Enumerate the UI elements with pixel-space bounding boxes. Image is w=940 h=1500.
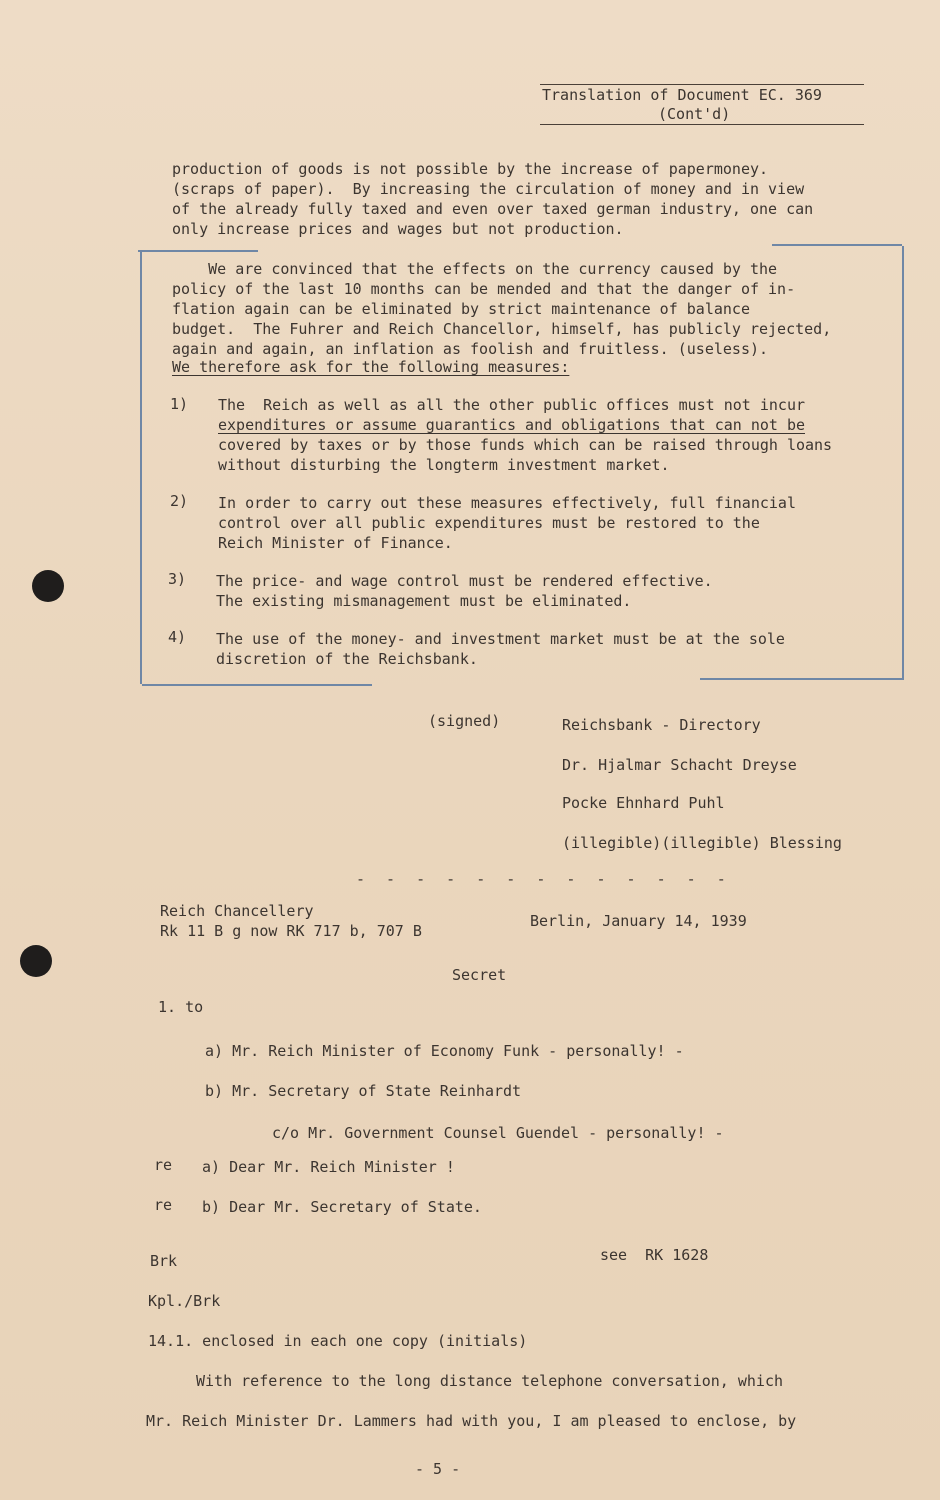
measure-number: 3) <box>168 570 187 588</box>
enclosure-note: 14.1. enclosed in each one copy (initials) <box>148 1332 528 1350</box>
intro-line: of the already fully taxed and even over taxed german industry, one can <box>172 200 814 218</box>
document-title: Translation of Document EC. 369 <box>542 86 822 104</box>
measure-line: expenditures or assume guarantics and obligations that can not be <box>218 416 805 434</box>
signatory-line: (illegible)(illegible) Blessing <box>562 834 842 852</box>
classification: Secret <box>452 966 507 984</box>
blue-pencil-box-top-left <box>138 250 258 252</box>
intro-line: (scraps of paper). By increasing the circulation of money and in view <box>172 180 805 198</box>
brk-initials: Brk <box>150 1252 178 1270</box>
intro-line: only increase prices and wages but not production. <box>172 220 624 238</box>
blue-pencil-box-right <box>902 246 904 678</box>
measure-line: Reich Minister of Finance. <box>218 534 453 552</box>
salutation-a: a) Dear Mr. Reich Minister ! <box>202 1158 455 1176</box>
measure-number: 4) <box>168 628 187 646</box>
section-divider: - - - - - - - - - - - - - <box>356 870 732 888</box>
measure-line: discretion of the Reichsbank. <box>216 650 478 668</box>
see-reference: see RK 1628 <box>600 1246 709 1264</box>
salutation-b: b) Dear Mr. Secretary of State. <box>202 1198 482 1216</box>
boxed-para-line: flation again can be eliminated by strict maintenance of balance <box>172 300 750 318</box>
body-line: With reference to the long distance telephone conversation, which <box>196 1372 783 1390</box>
measure-line: covered by taxes or by those funds which can be raised through loans <box>218 436 833 454</box>
measure-line: The existing mismanagement must be eliminated. <box>216 592 632 610</box>
office-name: Reich Chancellery <box>160 902 314 920</box>
header-rule-bottom <box>540 124 864 125</box>
to-label: 1. to <box>158 998 204 1016</box>
reference-number: Rk 11 B g now RK 717 b, 707 B <box>160 922 422 940</box>
measure-line: In order to carry out these measures effectively, full financial <box>218 494 796 512</box>
measure-line: without disturbing the longterm investment market. <box>218 456 670 474</box>
boxed-para-line: We are convinced that the effects on the currency caused by the <box>172 260 778 278</box>
measure-line: The Reich as well as all the other public offices must not incur <box>218 396 805 414</box>
signatory-line: Dr. Hjalmar Schacht Dreyse <box>562 756 797 774</box>
boxed-para-line: again and again, an inflation as foolish and fruitless. (useless). <box>172 340 769 358</box>
blue-pencil-box-top-right <box>772 244 902 246</box>
blue-pencil-box-bottom-left <box>142 684 372 686</box>
intro-line: production of goods is not possible by the increase of papermoney. <box>172 160 769 178</box>
body-line: Mr. Reich Minister Dr. Lammers had with you, I am pleased to enclose, by <box>146 1412 797 1430</box>
boxed-para-line: policy of the last 10 months can be mended and that the danger of in- <box>172 280 796 298</box>
punch-hole-upper <box>32 570 64 602</box>
recipient-b: b) Mr. Secretary of State Reinhardt <box>205 1082 522 1100</box>
measure-line: The use of the money- and investment market must be at the sole <box>216 630 785 648</box>
header-rule-top <box>540 84 864 85</box>
signatory-line: Reichsbank - Directory <box>562 716 761 734</box>
punch-hole-lower <box>20 945 52 977</box>
re-label: re <box>154 1196 173 1214</box>
kpl-initials: Kpl./Brk <box>148 1292 221 1310</box>
recipient-a: a) Mr. Reich Minister of Economy Funk - personally! - <box>205 1042 684 1060</box>
blue-pencil-box-bottom-right <box>700 678 904 680</box>
boxed-para-line: budget. The Fuhrer and Reich Chancellor, himself, has publicly rejected, <box>172 320 832 338</box>
signed-label: (signed) <box>428 712 501 730</box>
blue-pencil-box-left <box>140 252 142 684</box>
signatory-line: Pocke Ehnhard Puhl <box>562 794 725 812</box>
document-continued: (Cont'd) <box>658 105 731 123</box>
measure-number: 2) <box>170 492 189 510</box>
place-date: Berlin, January 14, 1939 <box>530 912 747 930</box>
measures-heading: We therefore ask for the following measures: <box>172 358 570 376</box>
re-label: re <box>154 1156 173 1174</box>
measure-line: The price- and wage control must be rendered effective. <box>216 572 713 590</box>
recipient-b-care-of: c/o Mr. Government Counsel Guendel - personally! - <box>272 1124 724 1142</box>
measure-number: 1) <box>170 395 189 413</box>
measure-line: control over all public expenditures must be restored to the <box>218 514 760 532</box>
page-number: - 5 - <box>415 1460 461 1478</box>
